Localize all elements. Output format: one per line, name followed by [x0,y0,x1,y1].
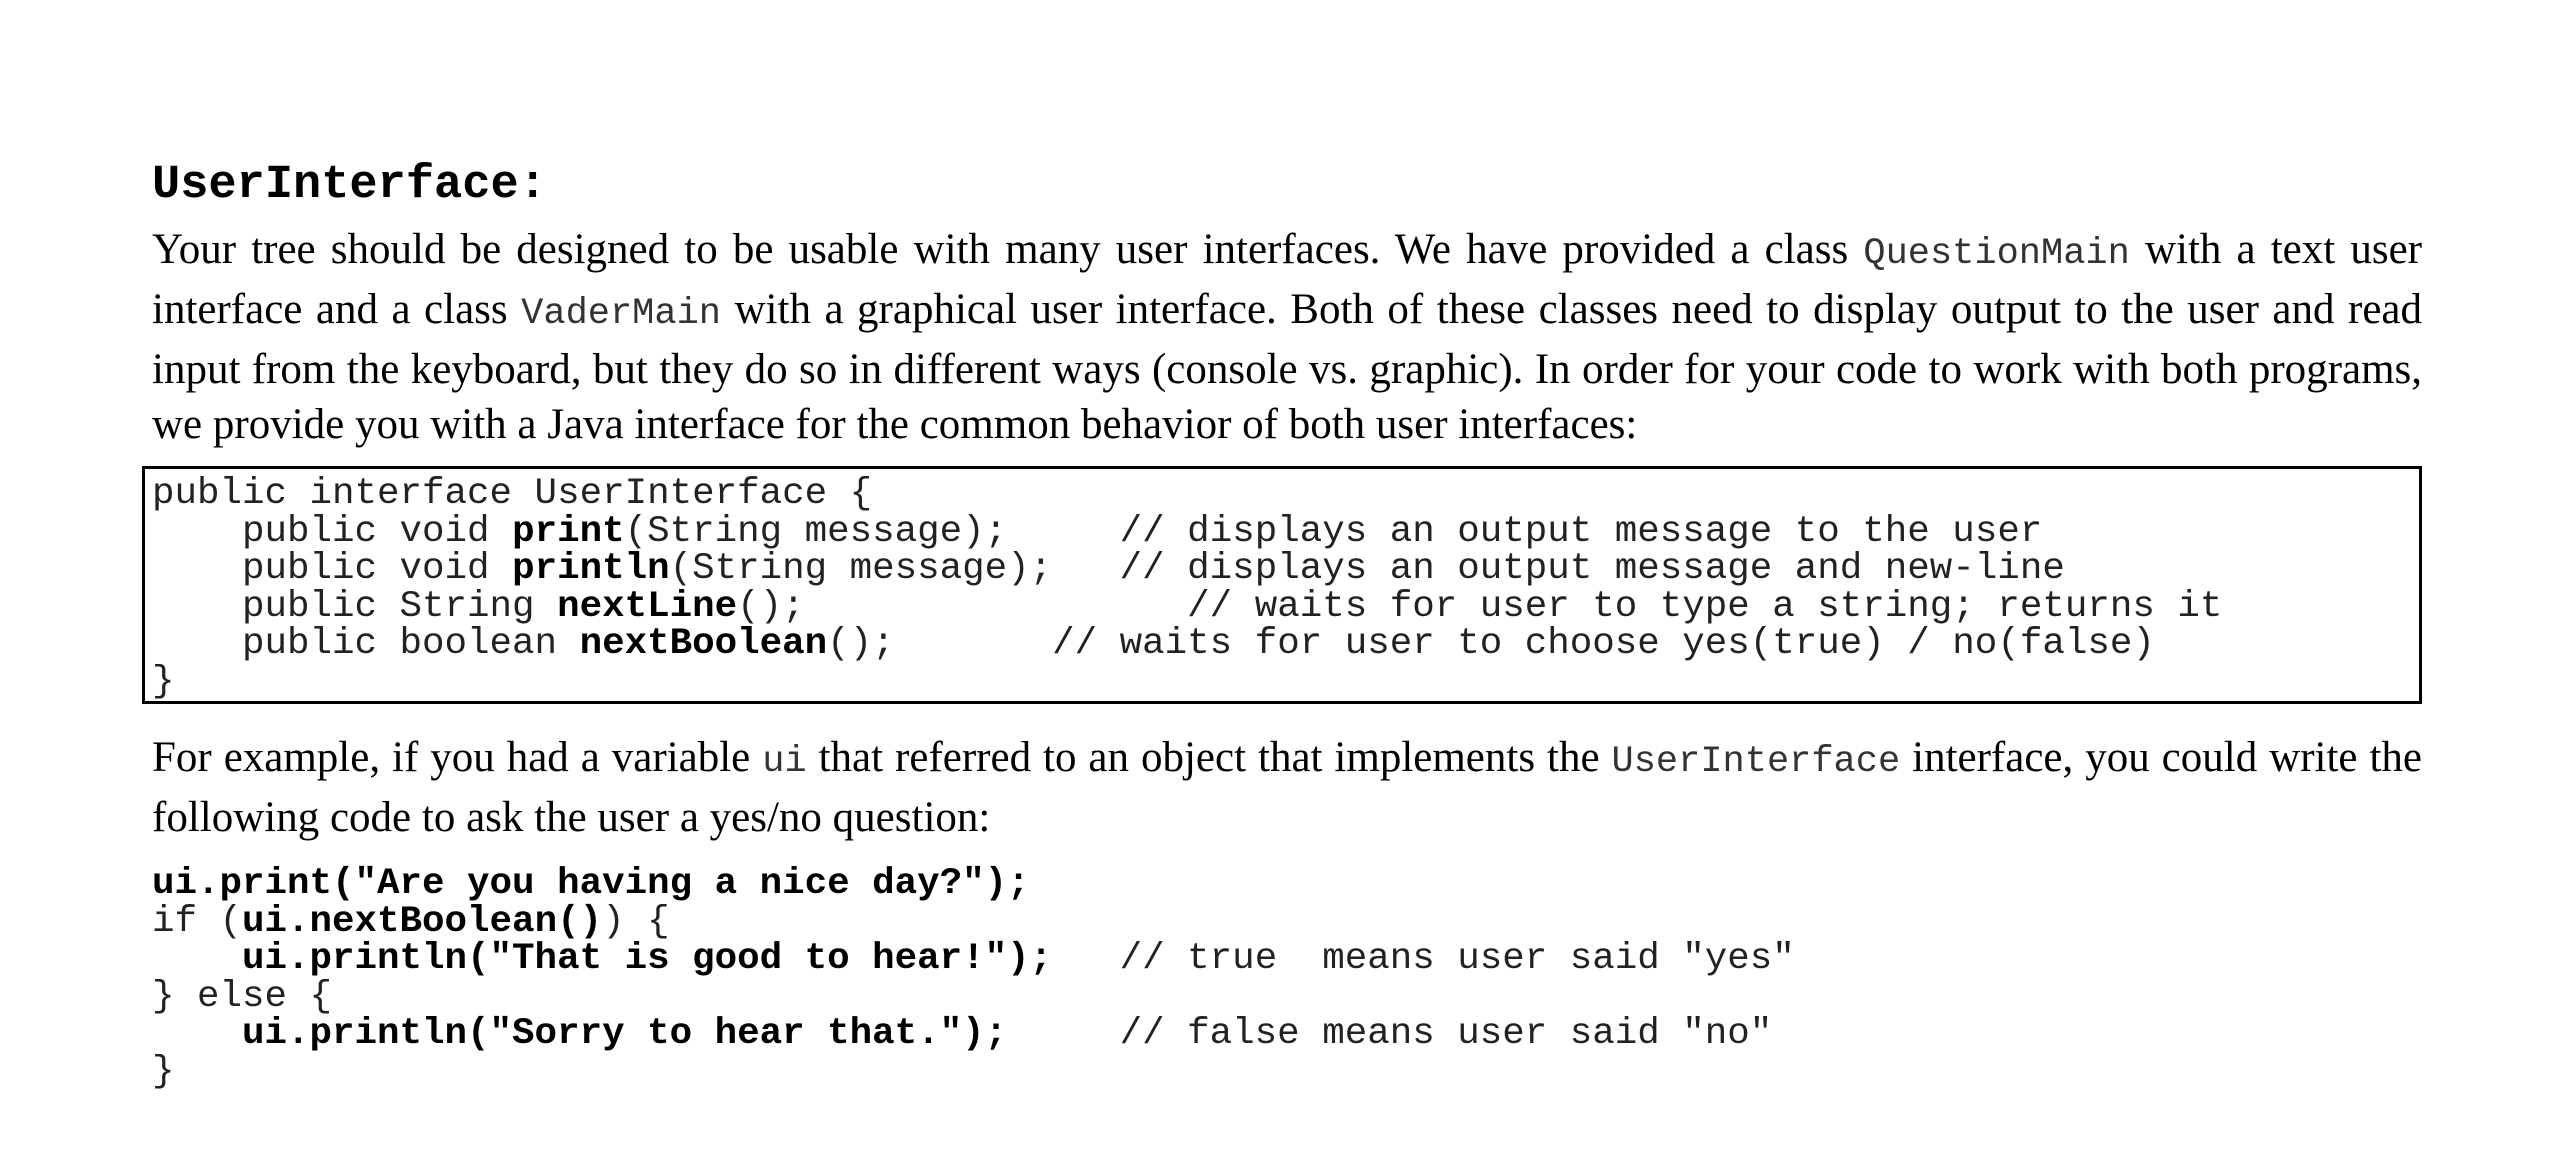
question-main-code: QuestionMain [1863,233,2130,275]
code-line: public String nextLine(); // waits for user to type a string; returns it [152,585,2223,628]
intro-text-2: with a text user interface and a class [152,226,2422,333]
document-page [152,158,2422,1093]
intro-text-3: with a graphical user interface. Both of these classes need to display output to the user and read input from the keyboard, but they do so in different ways (console vs. graphic). In order for your code to work with both programs, we provide you with a Java interface for the common behavior of both user interfaces: [152,286,2422,448]
section-heading: UserInterface: [152,159,547,212]
example-text-1: For example, if you had a variable [152,734,763,781]
intro-text-1: Your tree should be designed to be usable with many user interfaces. We have provided a class [152,226,1864,273]
vader-main-code: VaderMain [521,293,721,335]
code-line: } [152,660,175,703]
example-paragraph [152,730,2422,845]
ui-variable-code: ui [762,741,807,783]
code-line: } [152,1050,175,1093]
example-text-3: interface, you could write the following code to ask the user a yes/no question: [152,734,2422,841]
code-line: ui.println("Sorry to hear that."); // false means user said "no" [152,1013,1773,1055]
user-interface-code: UserInterface [1611,741,1901,783]
code-line: public void print(String message); // displays an output message to the user [152,510,2043,553]
example-text-2: that referred to an object that implements the [806,734,1612,781]
code-line: public boolean nextBoolean(); // waits for user to choose yes(true) / no(false) [152,623,2155,665]
code-line: ui.print("Are you having a nice day?"); [152,863,1030,905]
code-line: public interface UserInterface { [152,473,873,515]
code-line: public void println(String message); // displays an output message and new-line [152,548,2065,590]
example-code-block [152,863,1795,1093]
intro-paragraph [152,222,2422,452]
code-line: ui.println("That is good to hear!"); // true means user said "yes" [152,938,1795,980]
code-line: } else { [152,975,333,1018]
code-line: if (ui.nextBoolean()) { [152,900,670,943]
interface-code-block [152,473,2223,703]
